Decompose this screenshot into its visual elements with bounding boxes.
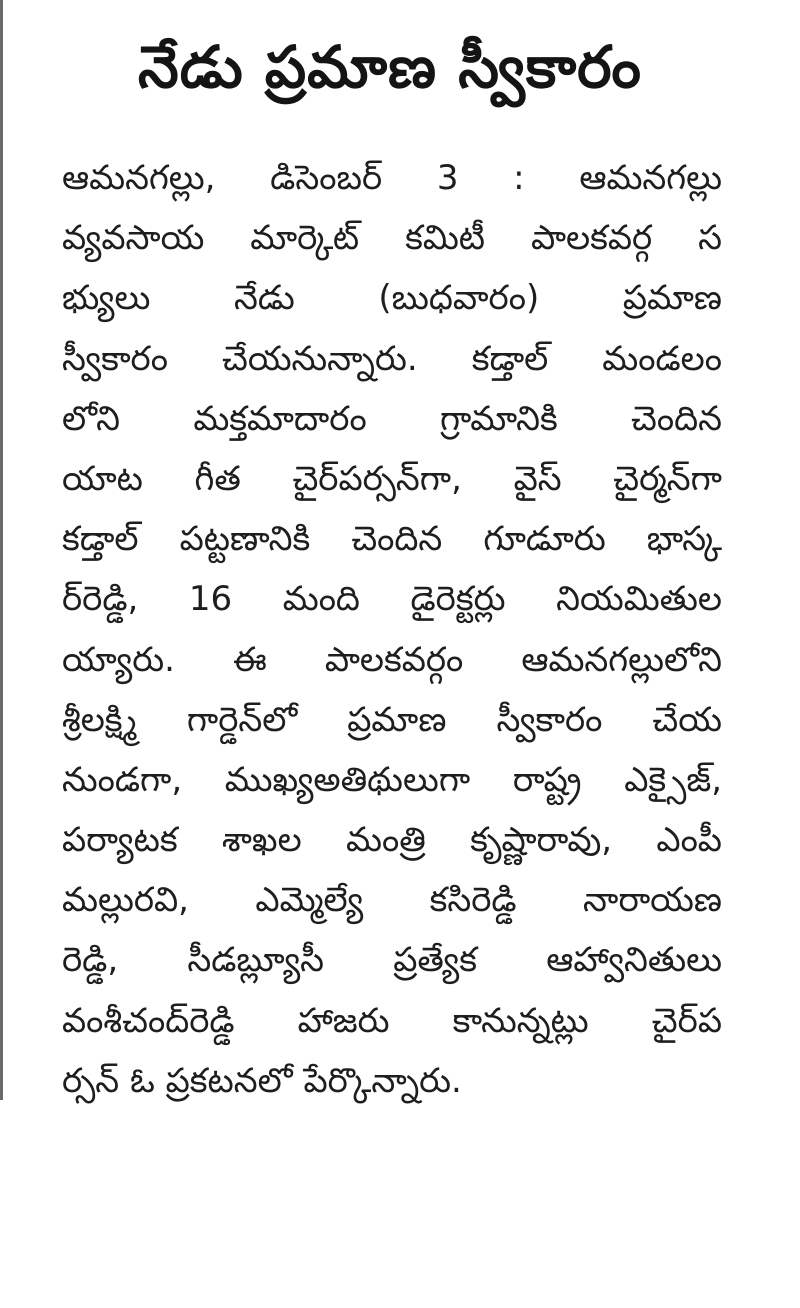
column-rule [0,0,3,1100]
article-line: ర్‌రెడ్డి, 16 మంది డైరెక్టర్లు నియమితుల [62,579,722,620]
article-line: లోని మక్తమాదారం గ్రామానికి చెందిన [62,398,722,439]
article-headline: నేడు ప్రమాణ స్వీకారం [138,33,642,101]
article-line: రెడ్డి, సీడబ్ల్యూసీ ప్రత్యేక ఆహ్వానితులు [62,940,722,981]
article-line: మల్లురవి, ఎమ్మెల్యే కసిరెడ్డి నారాయణ [62,880,722,921]
article-line: భ్యులు నేడు (బుధవారం) ప్రమాణ [62,278,722,319]
article-line: స్వీకారం చేయనున్నారు. కడ్తాల్ మండలం [62,338,722,379]
article-line: ఆమనగల్లు, డిసెంబర్ 3 : ఆమనగల్లు [62,158,722,198]
article-line: కడ్తాల్ పట్టణానికి చెందిన గూడూరు భాస్క [62,519,722,560]
article-line: ర్సన్ ఓ ప్రకటనలో పేర్కొన్నారు. [62,1060,462,1101]
article-body [62,148,722,1111]
article-line: పర్యాటక శాఖల మంత్రి కృష్ణారావు, ఎంపీ [62,820,722,861]
article-line: య్యారు. ఈ పాలకవర్గం ఆమనగల్లులోని [62,639,722,680]
article-line: నుండగా, ముఖ్యఅతిథులుగా రాష్ట్ర ఎక్సైజ్, [62,759,722,800]
article-line: శ్రీలక్ష్మి గార్డెన్‌లో ప్రమాణ స్వీకారం చేయ [62,699,722,740]
article-line: వంశీచంద్‌రెడ్డి హాజరు కానున్నట్లు చైర్‌ప [62,1000,722,1041]
article-line: యాట గీత చైర్‌పర్సన్‌గా, వైస్ చైర్మన్‌గా [62,458,722,499]
article-line: వ్యవసాయ మార్కెట్ కమిటీ పాలకవర్గ స [62,218,722,259]
